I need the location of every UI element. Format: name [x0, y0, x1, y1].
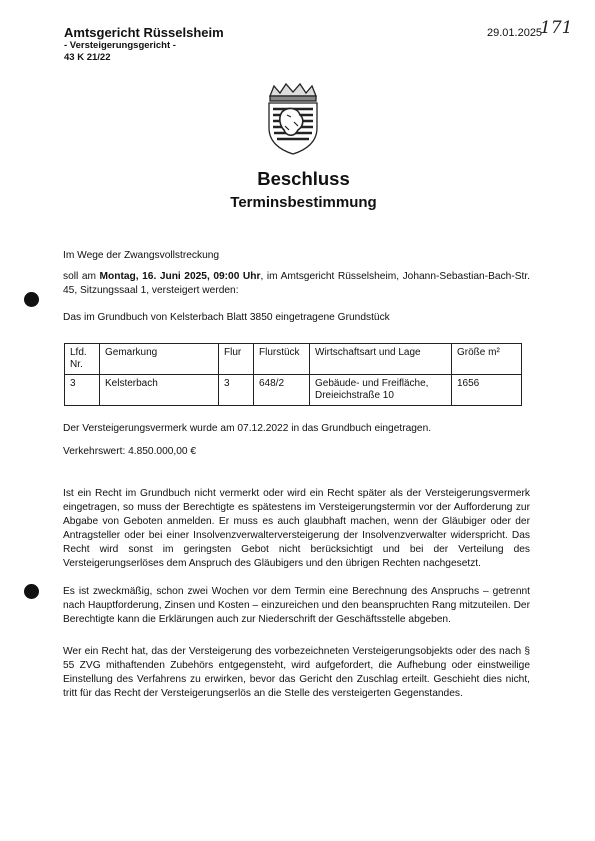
auction-text-pre: soll am [63, 271, 100, 282]
table-cell: Kelsterbach [100, 375, 219, 406]
intro-text: Im Wege der Zwangsvollstreckung [63, 250, 220, 261]
handwritten-note: 171 [540, 18, 573, 38]
hesse-coat-of-arms-icon [264, 82, 322, 156]
paragraph: Es ist zweckmäßig, schon zwei Wochen vor dem Termin eine Berechnung des Anspruchs – getrennt nach Hauptforderung, Zinsen und Kosten – einzureichen und den beanspruchten Rang mitzuteilen. Der Berechtigte kann die Erklärungen auch zur Niederschrift der Geschäftsstelle abgeben. [63, 586, 530, 625]
document-subtitle: Terminsbestimmung [230, 194, 377, 211]
court-name: Amtsgericht Rüsselsheim [64, 25, 224, 40]
header-cell: Flur [219, 344, 254, 375]
header-cell: Größe m² [452, 344, 522, 375]
paragraph: Wer ein Recht hat, das der Versteigerung des vorbezeichneten Versteigerungsobjekts oder des nach § 55 ZVG mithaftenden Zubehörs entgegensteht, wird aufgefordert, die Aufhebung oder einstweilige Einstellung des Verfahrens zu erwirken, bevor das Gericht den Zuschlag erteilt. Geschieht dies nicht, tritt für das Recht der Versteigerungserlös an die Stelle des versteigerten Gegenstandes. [63, 646, 530, 699]
property-table [64, 343, 522, 406]
file-number: 43 K 21/22 [64, 52, 111, 63]
header-cell: Gemarkung [100, 344, 219, 375]
document-date: 29.01.2025 [487, 27, 543, 39]
paragraph: Ist ein Recht im Grundbuch nicht vermerkt oder wird ein Recht später als der Versteigerungsvermerk eingetragen, so muss der Berechtigte es spätestens im Versteigerungstermin vor der Aufforderung zur Abgabe von Geboten anmelden. Er muss es auch glaubhaft machen, wenn der Gläubiger oder der Antragsteller oder bei einer Insolvenzverwalterversteigerung der Insolvenzverwalter widerspricht. Das Recht wird sonst im geringsten Gebot nicht berücksichtigt und bei der Verteilung des Versteigerungserlöses dem Anspruch des Gläubigers und den übrigen Rechten nachgesetzt. [63, 488, 530, 569]
court-division: - Versteigerungsgericht - [64, 40, 176, 51]
header-cell: Wirtschaftsart und Lage [310, 344, 452, 375]
table-row [65, 375, 522, 406]
auction-text-post: , im Amtsgericht Rüsselsheim, Johann-Sebastian-Bach-Str. 45, Sitzungssaal 1, versteigert werden: [63, 271, 531, 296]
property-intro: Das im Grundbuch von Kelsterbach Blatt 3850 eingetragene Grundstück [63, 312, 390, 323]
market-value: Verkehrswert: 4.850.000,00 € [63, 446, 197, 457]
punch-hole [24, 584, 39, 599]
auction-text [63, 270, 530, 298]
court-header [64, 25, 224, 64]
auction-datetime: Montag, 16. Juni 2025, 09:00 Uhr [99, 271, 261, 282]
header-cell: Flurstück [254, 344, 310, 375]
table-cell: 1656 [452, 375, 522, 406]
table-cell: 648/2 [254, 375, 310, 406]
table-header-row [65, 344, 522, 375]
header-cell: Lfd. Nr. [65, 344, 100, 375]
table-cell: Gebäude- und Freifläche, Dreieichstraße 10 [310, 375, 452, 406]
document-title: Beschluss [257, 168, 350, 189]
vermerk-text: Der Versteigerungsvermerk wurde am 07.12.2022 in das Grundbuch eingetragen. [63, 423, 432, 434]
punch-hole [24, 292, 39, 307]
table-cell: 3 [65, 375, 100, 406]
table-cell: 3 [219, 375, 254, 406]
